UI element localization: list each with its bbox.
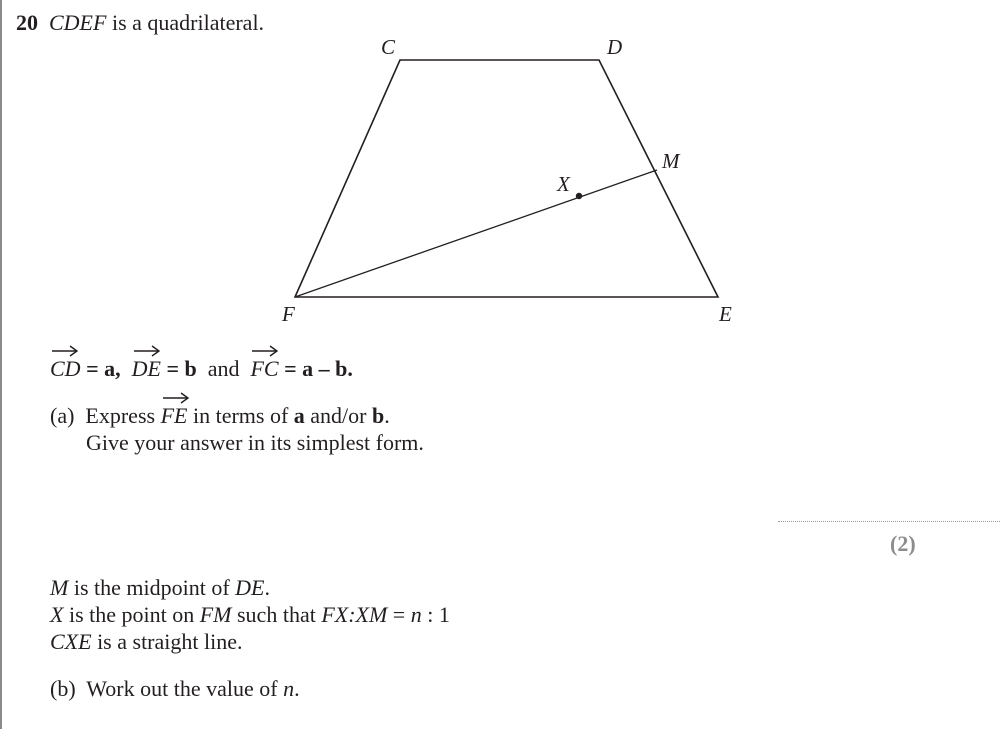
- info-line-1: M is the midpoint of DE.: [50, 575, 270, 600]
- vector-arrow-icon: [132, 345, 162, 357]
- label-c: C: [381, 35, 396, 59]
- info-line-2: X is the point on FM such that FX:XM = n : 1: [50, 602, 450, 627]
- label-m: M: [662, 149, 680, 173]
- part-a-label: (a): [50, 403, 75, 428]
- line-fm: [295, 170, 657, 297]
- point-x: [576, 193, 582, 199]
- quadrilateral-cdef: [295, 60, 718, 297]
- label-f: F: [282, 302, 295, 326]
- label-e: E: [719, 302, 732, 326]
- vector-arrow-icon: [250, 345, 280, 357]
- question-intro: is a quadrilateral.: [106, 10, 265, 35]
- vector-de: DE: [132, 358, 161, 380]
- answer-line-part-a[interactable]: [778, 521, 1000, 522]
- equals-b: = b: [160, 356, 197, 381]
- part-b-label: (b): [50, 676, 76, 701]
- and-word: and: [207, 356, 240, 381]
- vector-cd: CD: [50, 358, 81, 380]
- info-line-3: CXE is a straight line.: [50, 629, 243, 654]
- label-d: D: [607, 35, 623, 59]
- vector-fe: FE: [161, 405, 188, 427]
- vector-fc: FC: [250, 358, 278, 380]
- vector-definitions: [50, 358, 353, 380]
- equals-a: = a,: [80, 356, 121, 381]
- vector-arrow-icon: [50, 345, 80, 357]
- quadrilateral-name: CDEF: [49, 10, 107, 35]
- part-b-line: (b) Work out the value of n.: [50, 676, 300, 701]
- label-x: X: [557, 172, 570, 196]
- part-a-line2: Give your answer in its simplest form.: [86, 430, 424, 455]
- equals-a-minus-b: = a – b.: [278, 356, 353, 381]
- part-a-line1: (a) Express FE in terms of a and/or b.: [50, 405, 390, 427]
- marks-part-a: (2): [890, 531, 916, 556]
- question-number: 20: [16, 10, 38, 35]
- vector-arrow-icon: [161, 392, 191, 404]
